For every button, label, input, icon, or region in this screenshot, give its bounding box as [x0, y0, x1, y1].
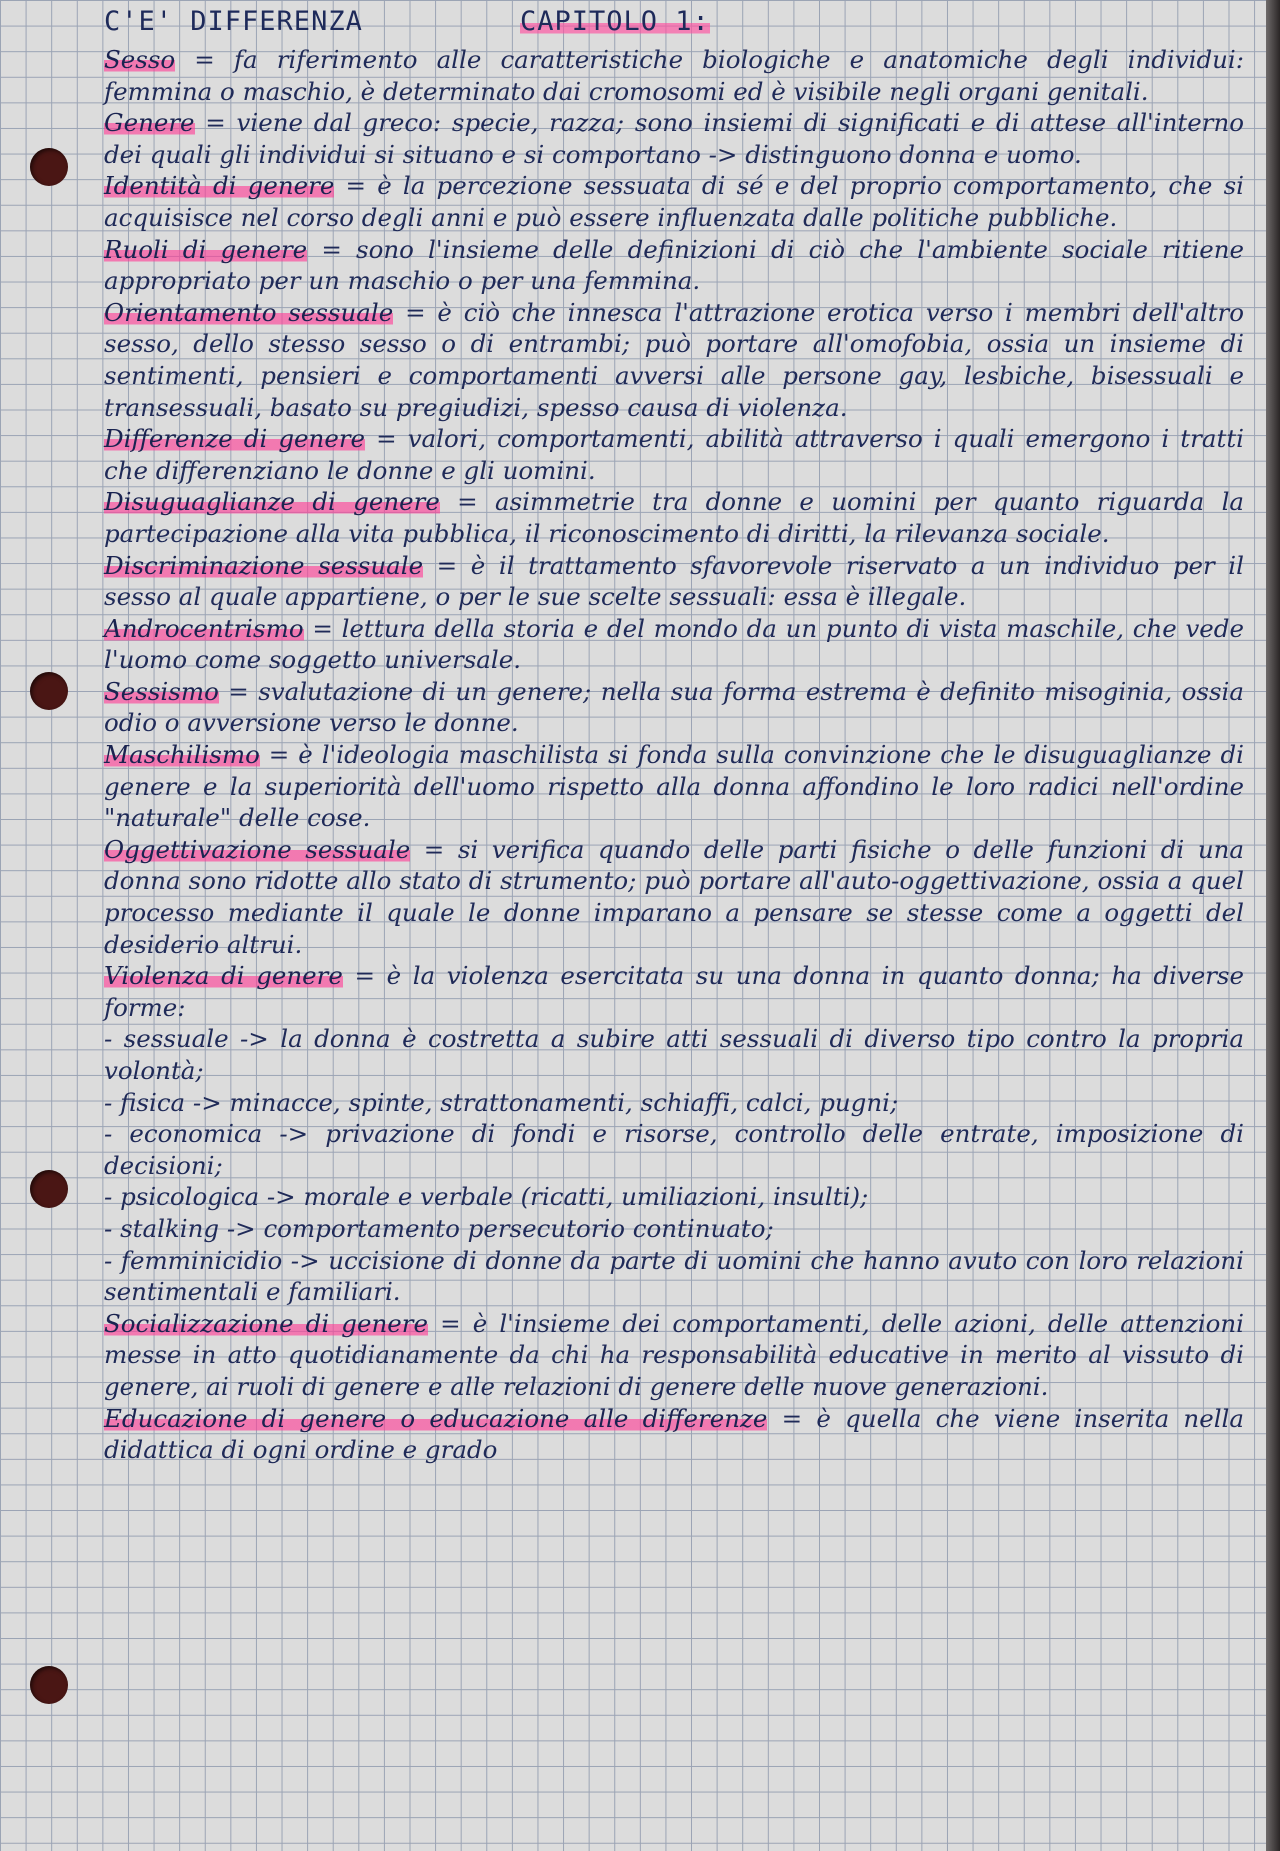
definition-entry: [104, 44, 1244, 107]
violence-form-item: - femminicidio -> uccisione di donne da parte di uomini che hanno avuto con loro relazioni sentimentali e familiari.: [104, 1245, 1244, 1307]
definition-entry: [104, 613, 1244, 676]
definition-text: è ciò che innesca l'attrazione erotica verso i membri dell'altro sesso, dello stesso sesso o di entrambi; può portare all'omofobia, ossia un insieme di sentimenti, pensieri e comportamenti avversi alle persone gay, lesbiche, bisessuali e transessuali, basato su pregiudizi, spesso causa di violenza.: [104, 297, 1245, 422]
violence-forms-list: [104, 1023, 1244, 1307]
definition-term: Orientamento sessuale: [104, 297, 394, 327]
page-header: [104, 6, 1244, 46]
definition-text: fa riferimento alle caratteristiche biologiche e anatomiche degli individui: femmina o maschio, è determinato dai cromosomi ed è visibile negli organi genitali.: [104, 45, 1244, 106]
definition-text: è quella che viene inserita nella didattica di ogni ordine e grado: [104, 1403, 1244, 1465]
definition-term: Androcentrismo: [104, 613, 304, 643]
definition-separator: =: [228, 676, 249, 706]
definition-term: Sessismo: [104, 676, 219, 706]
definition-separator: =: [781, 1403, 803, 1433]
definition-separator: =: [354, 961, 376, 991]
definition-text: è il trattamento sfavorevole riservato a un individuo per il sesso al quale appartiene, o per le sue scelte sessuali: essa è illegale.: [104, 550, 1244, 612]
definition-entry: [104, 739, 1244, 834]
punch-hole: [30, 1170, 68, 1208]
definition-separator: =: [457, 487, 478, 517]
definitions-list: [104, 44, 1244, 1023]
definition-separator: =: [345, 171, 367, 201]
definition-entry: [104, 1403, 1244, 1466]
definition-text: è la violenza esercitata su una donna in quanto donna; ha diverse forme:: [104, 961, 1245, 1022]
definition-term: Maschilismo: [104, 740, 260, 770]
definition-text: viene dal greco: specie, razza; sono insiemi di significati e di attese all'interno dei quali gli individui si situano e si comportano -> distinguono donna e uomo.: [104, 108, 1244, 169]
definition-text: asimmetrie tra donne e uomini per quanto riguarda la partecipazione alla vita pubblica, il riconoscimento di diritti, la rilevanza sociale.: [104, 487, 1245, 548]
definition-separator: =: [405, 297, 426, 327]
page-edge-shadow: [1266, 0, 1280, 1851]
violence-form-item: - psicologica -> morale e verbale (ricatti, umiliazioni, insulti);: [104, 1182, 869, 1212]
definition-separator: =: [205, 108, 226, 138]
definition-entry: [104, 834, 1244, 960]
definition-text: sono l'insieme delle definizioni di ciò che l'ambiente sociale ritiene appropriato per un maschio o per una femmina.: [104, 234, 1244, 296]
violence-form-item: - sessuale -> la donna è costretta a subire atti sessuali di diverso tipo contro la propria volontà;: [104, 1024, 1244, 1085]
punch-hole: [30, 148, 68, 186]
definition-entry: [104, 107, 1244, 170]
punch-hole: [30, 1666, 68, 1704]
violence-form-item: - fisica -> minacce, spinte, strattonamenti, schiaffi, calci, pugni;: [104, 1087, 899, 1117]
definition-separator: =: [436, 550, 458, 580]
definition-entry: [104, 234, 1244, 297]
violence-form-item: - economica -> privazione di fondi e risorse, controllo delle entrate, imposizione di decisioni;: [104, 1119, 1244, 1180]
definition-separator: =: [194, 45, 215, 74]
definition-separator: =: [376, 424, 397, 454]
definition-entry: [104, 170, 1244, 233]
definition-term: Violenza di genere: [104, 961, 343, 991]
definition-term: Oggettivazione sessuale: [104, 834, 411, 864]
definition-term: Sesso: [104, 45, 176, 74]
definition-entry: [104, 676, 1244, 739]
definition-separator: =: [440, 1308, 461, 1338]
definition-text: svalutazione di un genere; nella sua forma estrema è definito misoginia, ossia odio o avversione verso le donne.: [104, 676, 1244, 738]
definition-separator: =: [423, 834, 445, 864]
definition-entry: [104, 423, 1244, 486]
definition-text: lettura della storia e del mondo da un punto di vista maschile, che vede l'uomo come soggetto universale.: [104, 613, 1244, 675]
definition-text: valori, comportamenti, abilità attraverso i quali emergono i tratti che differenziano le donne e gli uomini.: [104, 424, 1245, 485]
definition-term: Discriminazione sessuale: [104, 550, 424, 580]
definition-entry: [104, 1308, 1244, 1403]
definition-term: Identità di genere: [104, 171, 335, 201]
definition-term: Educazione di genere o educazione alle differenze: [104, 1403, 768, 1433]
definition-text: è la percezione sessuata di sé e del proprio comportamento, che si acquisisce nel corso degli anni e può essere influenzata dalle politiche pubbliche.: [104, 171, 1244, 232]
punch-hole: [30, 672, 68, 710]
definition-entry: [104, 297, 1244, 423]
header-title: C'E' DIFFERENZA: [104, 6, 363, 37]
definition-separator: =: [268, 740, 290, 770]
definition-text: è l'ideologia maschilista si fonda sulla convinzione che le disuguaglianze di genere e la superiorità dell'uomo rispetto alla donna affondino le loro radici nell'ordine "naturale" delle cose.: [104, 740, 1245, 833]
chapter-title: CAPITOLO 1:: [520, 6, 710, 37]
notes-body: [104, 44, 1244, 1466]
definitions-list-continued: [104, 1308, 1244, 1466]
definition-text: si verifica quando delle parti fisiche o delle funzioni di una donna sono ridotte allo stato di strumento; può portare all'auto-oggettivazione, ossia a quel processo mediante il quale le donne imparano a pensare se stesse come a oggetti del desiderio altrui.: [104, 834, 1244, 959]
violence-form-item: - stalking -> comportamento persecutorio continuato;: [104, 1213, 774, 1243]
definition-term: Disuguaglianze di genere: [104, 487, 440, 517]
definition-separator: =: [321, 234, 342, 264]
definition-entry: [104, 550, 1244, 613]
definition-term: Genere: [104, 108, 195, 138]
definition-separator: =: [312, 613, 333, 643]
definition-entry: [104, 960, 1244, 1023]
definition-term: Differenze di genere: [104, 424, 366, 454]
definition-term: Socializzazione di genere: [104, 1308, 428, 1338]
definition-entry: [104, 486, 1244, 549]
definition-term: Ruoli di genere: [104, 234, 308, 264]
definition-text: è l'insieme dei comportamenti, delle azioni, delle attenzioni messe in atto quotidianamente da chi ha responsabilità educative in merito al vissuto di genere, ai ruoli di genere e alle relazioni di genere delle nuove generazioni.: [104, 1308, 1244, 1401]
